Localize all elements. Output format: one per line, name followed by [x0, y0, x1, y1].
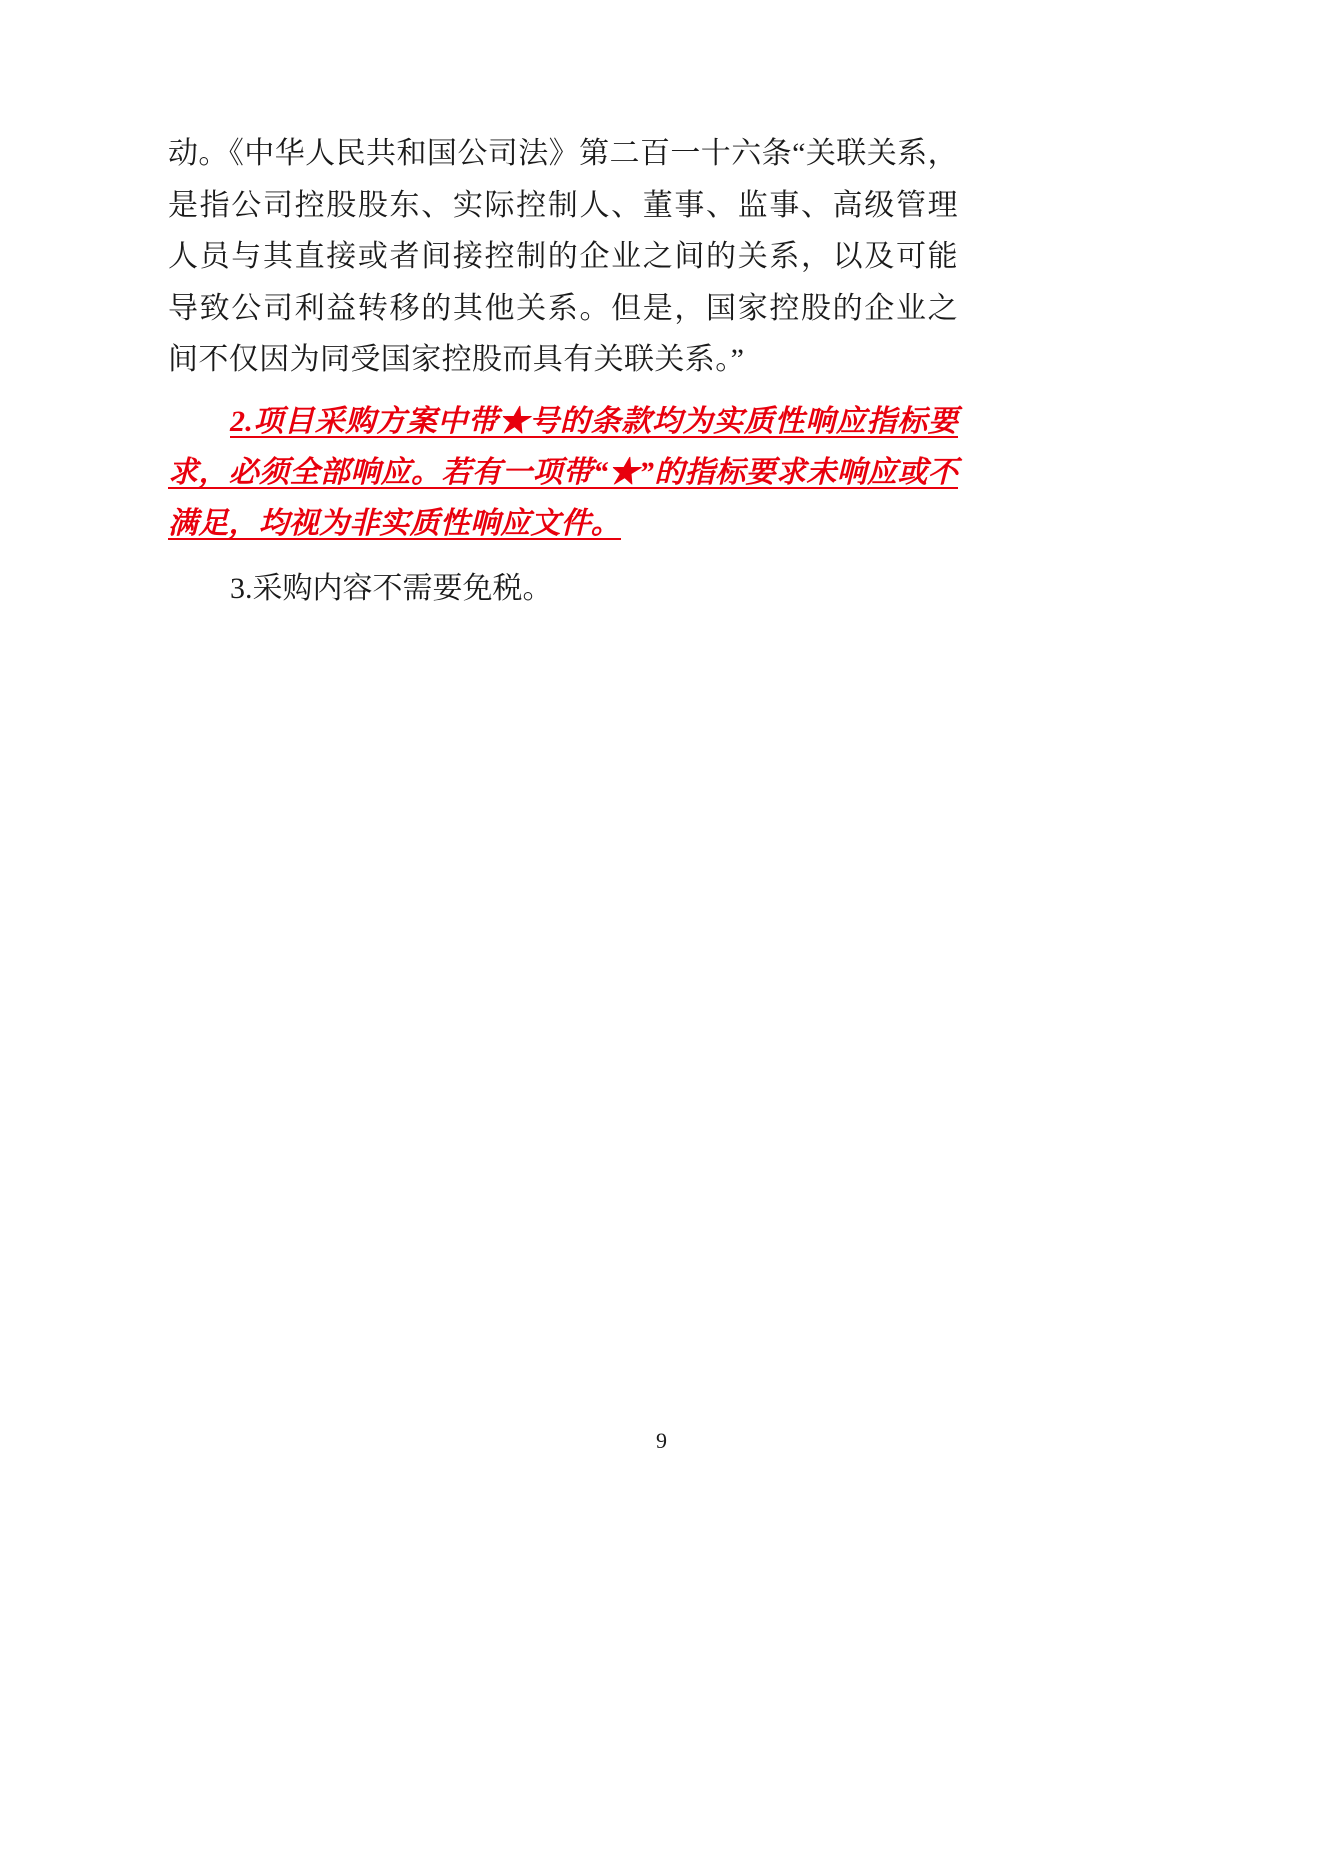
page-content — [168, 128, 958, 615]
paragraph-star-requirement-highlight: 2.项目采购方案中带★号的条款均为实质性响应指标要求，必须全部响应。若有一项带“★”的指标要求未响应或不满足，均视为非实质性响应文件。 — [168, 404, 958, 540]
paragraph-tax-exemption: 3.采购内容不需要免税。 — [230, 571, 553, 605]
page-number: 9 — [656, 1428, 667, 1453]
paragraph-company-law-quote: 动。《中华人民共和国公司法》第二百一十六条“关联关系，是指公司控股股东、实际控制人、董事、监事、高级管理人员与其直接或者间接控制的企业之间的关系，以及可能导致公司利益转移的其他关系。但是，国家控股的企业之间不仅因为同受国家控股而具有关联关系。” — [168, 137, 958, 377]
